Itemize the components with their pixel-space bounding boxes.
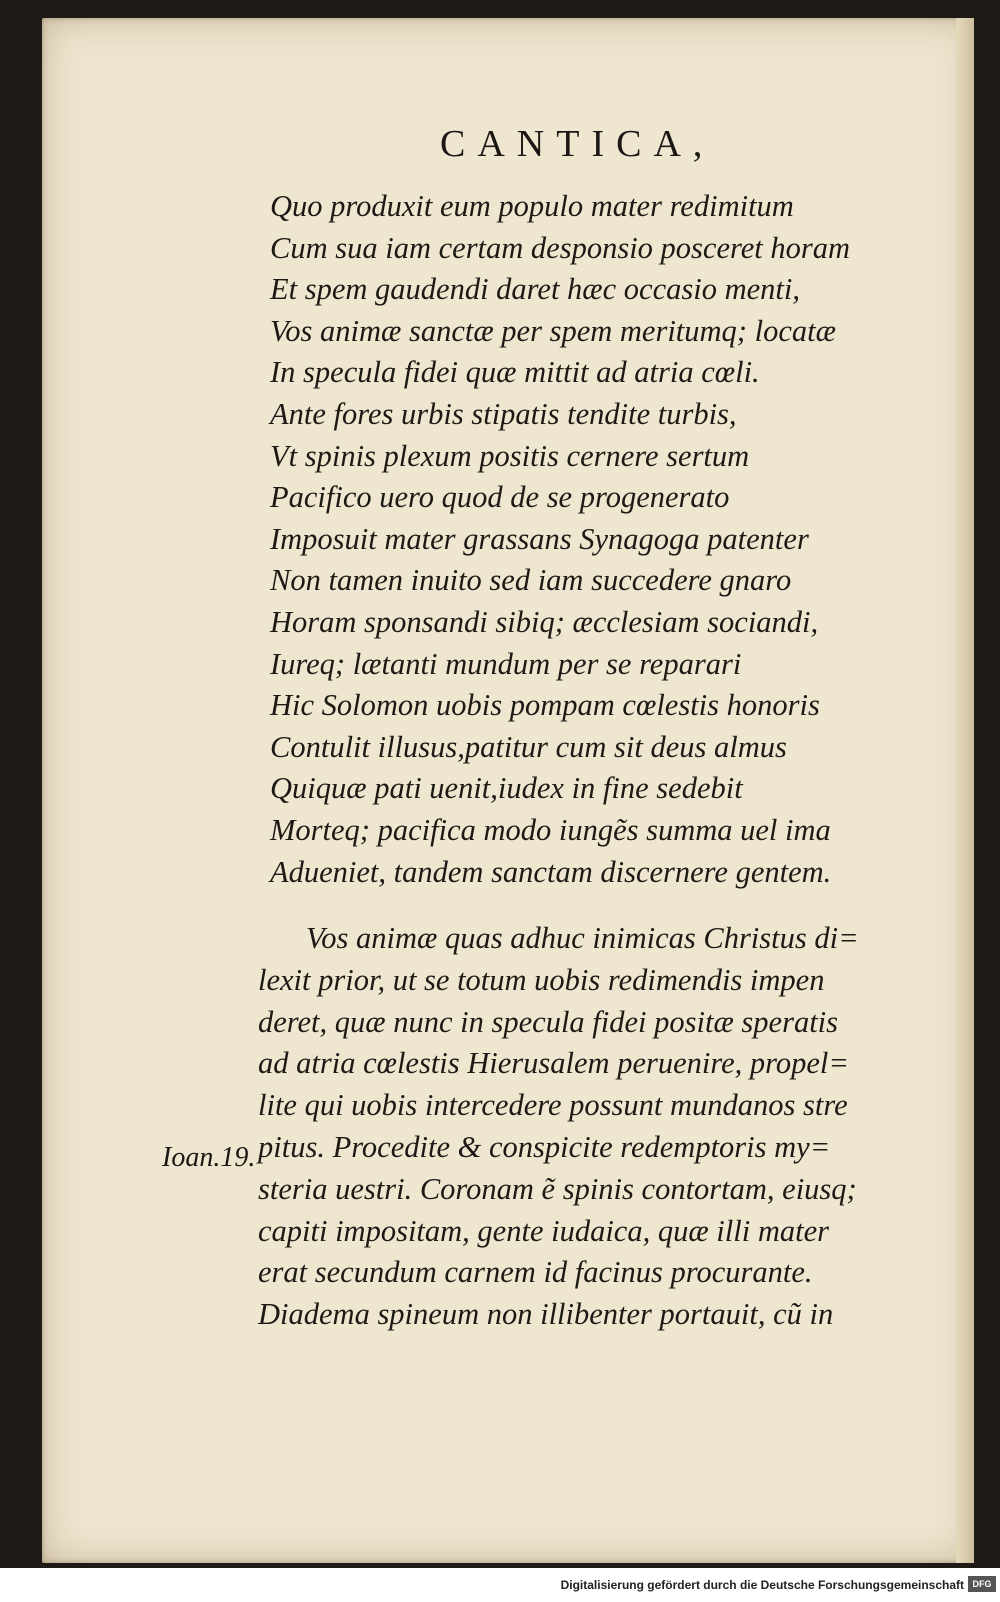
verse-block [270,186,910,893]
prose-line: Diadema spineum non illibenter portauit, cũ in [258,1297,834,1332]
prose-line: lite qui uobis intercedere possunt mundanos stre [258,1088,848,1123]
dfg-logo: DFG [968,1576,996,1592]
prose-line: lexit prior, ut se totum uobis redimendis impen [258,962,825,997]
verse-line: Quo produxit eum populo mater redimitum [270,189,794,223]
verse-line: Et spem gaudendi daret hæc occasio menti, [270,272,800,307]
page-edge [956,18,974,1563]
verse-line: Horam sponsandi sibiq; æcclesiam sociandi, [270,604,819,639]
verse-line: Vt spinis plexum positis cernere sertum [270,438,750,473]
verse-line: Morteq; pacifica modo iungẽs summa uel ima [270,812,831,847]
prose-line: Vos animæ quas adhuc inimicas Christus di= [306,921,859,955]
prose-line: ad atria cœlestis Hierusalem peruenire, propel= [258,1046,849,1081]
verse-line: Hic Solomon uobis pompam cœlestis honoris [270,688,820,723]
prose-line: deret, quæ nunc in specula fidei positæ speratis [258,1004,839,1039]
prose-block [258,918,898,1336]
marginal-note: Ioan.19. [162,1142,256,1173]
running-head: CANTICA, [440,123,715,165]
verse-line: Adueniet, tandem sanctam discernere gentem. [270,854,832,889]
prose-line: capiti impositam, gente iudaica, quæ illi mater [258,1213,829,1248]
prose-line: pitus. Procedite & conspicite redemptoris my= [258,1129,831,1164]
verse-line: Pacifico uero quod de se progenerato [270,480,730,515]
verse-line: In specula fidei quæ mittit ad atria cœli. [270,355,760,390]
prose-line: steria uestri. Coronam ẽ spinis contortam, eiusq; [258,1171,857,1206]
footer-credit: Digitalisierung gefördert durch die Deutsche Forschungsgemeinschaft [560,1578,964,1592]
verse-line: Quiquæ pati uenit,iudex in fine sedebit [270,771,743,806]
verse-line: Cum sua iam certam desponsio posceret horam [270,230,851,265]
verse-line: Non tamen inuito sed iam succedere gnaro [270,563,792,598]
verse-line: Contulit illusus,patitur cum sit deus almus [270,729,787,764]
verse-line: Ante fores urbis stipatis tendite turbis, [270,396,737,431]
prose-line: erat secundum carnem id facinus procurante. [258,1255,813,1290]
verse-line: Vos animæ sanctæ per spem meritumq; locatæ [270,313,836,348]
verse-line: Imposuit mater grassans Synagoga patenter [270,521,809,556]
verse-line: Iureq; lætanti mundum per se reparari [270,646,742,681]
